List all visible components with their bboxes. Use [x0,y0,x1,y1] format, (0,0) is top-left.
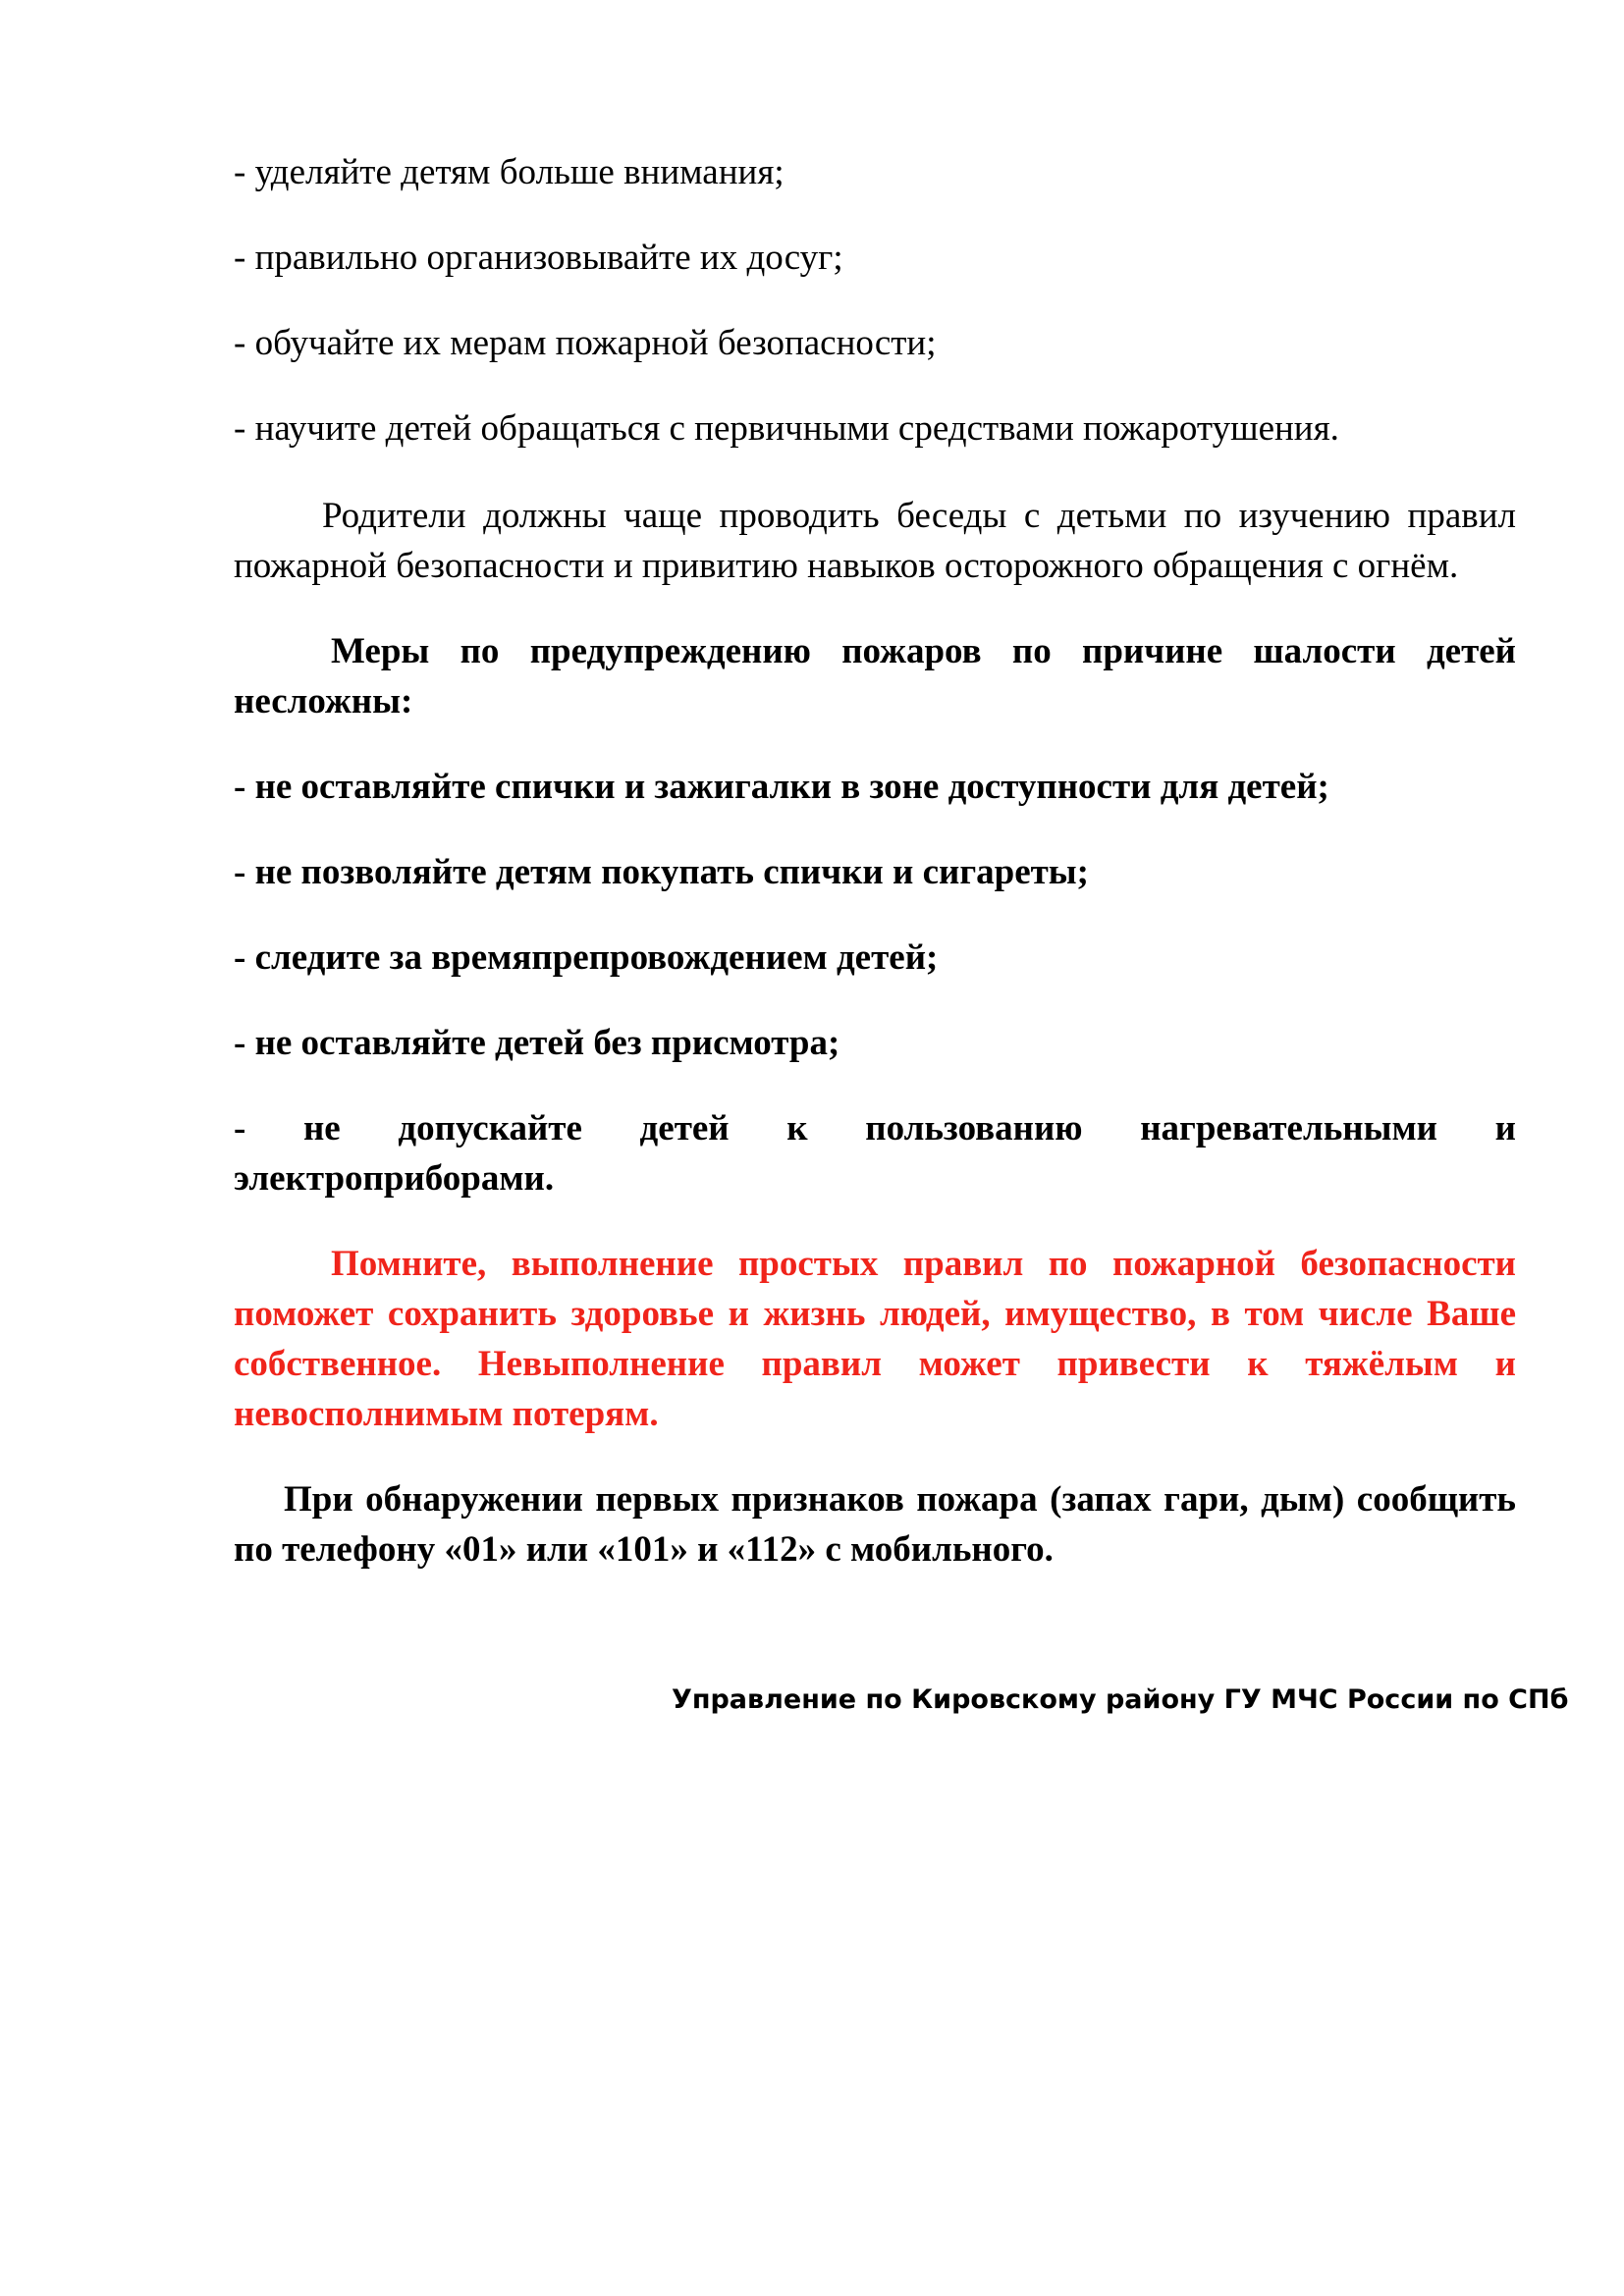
measures-item-last-line: электроприборами. [234,1158,555,1199]
measures-item-last-line: - не допускайте детей к пользованию нагревательными и [234,1108,1516,1148]
measures-item: - следите за времяпрепровождением детей; [234,937,939,978]
advice-item: - научите детей обращаться с первичными средствами пожаротушения. [234,408,1339,449]
emergency-paragraph: При обнаружении первых признаков пожара (запах гари, дым) сообщить по телефону «01» или «101» и «112» с мобильного. [234,1479,1516,1570]
advice-item: - обучайте их мерам пожарной безопасности; [234,323,937,363]
measures-heading: Меры по предупреждению пожаров по причине шалости детей несложны: [234,631,1516,721]
advice-item: - правильно организовывайте их досуг; [234,238,843,278]
parents-paragraph: Родители должны чаще проводить беседы с детьми по изучению правил пожарной безопасности и привитию навыков осторожного обращения с огнём. [234,496,1516,586]
advice-item: - уделяйте детям больше внимания; [234,152,785,192]
measures-item-last [234,1103,1516,1203]
footer-signature: Управление по Кировскому району ГУ МЧС России по СПб [672,1684,1569,1715]
measures-item: - не оставляйте детей без присмотра; [234,1023,840,1063]
measures-item: - не позволяйте детям покупать спички и сигареты; [234,852,1089,892]
document-body [234,147,1516,1575]
warning-paragraph: Помните, выполнение простых правил по пожарной безопасности поможет сохранить здоровье и жизнь людей, имущество, в том числе Ваше собственное. Невыполнение правил может привести к тяжёлым и невосполнимым потерям. [234,1244,1516,1434]
measures-item: - не оставляйте спички и зажигалки в зоне доступности для детей; [234,767,1329,807]
